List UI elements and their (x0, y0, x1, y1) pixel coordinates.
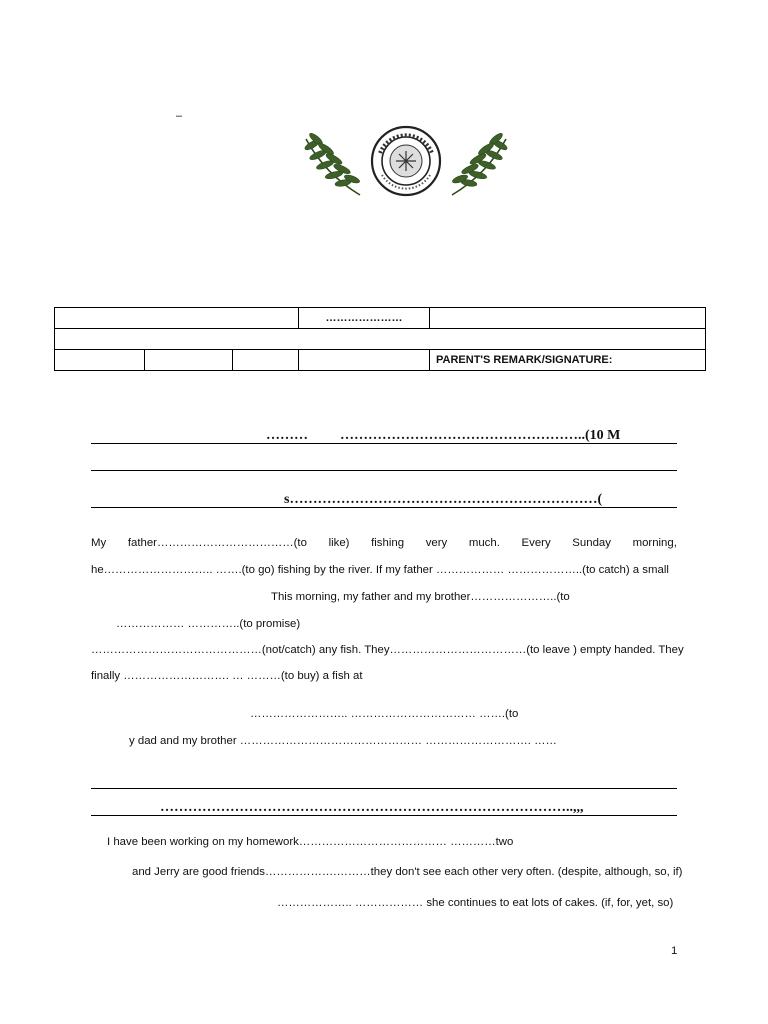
word: morning, (632, 537, 677, 549)
page-number: 1 (671, 945, 678, 957)
exercise-b-line-2: and Jerry are good friends……………….………they don't see each other very often. (despite, although, so, if) (132, 866, 683, 878)
section-a-title-left: ……… (266, 428, 308, 443)
info-cell-d[interactable] (299, 350, 430, 371)
word: fishing (371, 537, 405, 549)
word: Sunday (572, 537, 611, 549)
paragraph-line-7: …………………….. …………………………… …….(to (250, 708, 519, 720)
paragraph-line-6: finally ………………………. … ………(to buy) a fish at (91, 670, 363, 682)
paragraph-line-1 (91, 537, 677, 549)
word: very (425, 537, 448, 549)
info-row-3 (55, 350, 706, 371)
section-a-title-right: ……………………………………………..(10 M (340, 428, 621, 443)
info-cell-c[interactable] (233, 350, 299, 371)
section-b-title: ……………………………………………………………………………..,,, (160, 800, 584, 815)
header-dash: – (176, 110, 183, 122)
section-a-divider (91, 470, 677, 471)
info-cell-empty[interactable] (430, 308, 706, 329)
section-b-title-underline (91, 815, 677, 816)
school-emblem-logo (300, 125, 512, 203)
paragraph-line-8: y dad and my brother ………………………………………… ………………………. …… (129, 735, 557, 747)
paragraph-line-4: ……………… …………..(to promise) (116, 618, 301, 630)
info-row-2 (55, 329, 706, 350)
info-cell-a[interactable] (55, 350, 145, 371)
paragraph-line-3: This morning, my father and my brother…………………..(to (271, 591, 570, 603)
exercise-b-line-1: I have been working on my homework………………………………… …………two (107, 836, 514, 848)
exercise-b-line-3: ……………….. ……………… she continues to eat lots of cakes. (if, for, yet, so) (277, 897, 674, 909)
word: Every (521, 537, 551, 549)
word: like) (328, 537, 350, 549)
info-cell-dots[interactable]: ………………… (299, 308, 430, 329)
paragraph-line-2: he……………………….. …….(to go) fishing by the river. If my father ……………… ………………..(to catch) a small (91, 564, 669, 576)
parent-remark-signature-label: PARENT'S REMARK/SIGNATURE: (430, 350, 706, 371)
word: My (91, 537, 107, 549)
section-a-title-underline (91, 443, 677, 444)
info-row-1 (55, 308, 706, 329)
word: father………………………………(to (127, 537, 307, 549)
section-b-divider (91, 788, 677, 789)
info-cell-b[interactable] (145, 350, 233, 371)
paragraph-line-5: ………………………………………(not/catch) any fish. They………………………………(to leave ) empty handed. They (91, 644, 684, 656)
student-info-table (54, 307, 706, 371)
info-cell-wide[interactable] (55, 329, 706, 350)
info-cell-name[interactable] (55, 308, 299, 329)
section-a-subtitle: s…………………………………………………………( (284, 492, 603, 507)
section-a-subtitle-underline (91, 507, 677, 508)
word: much. (468, 537, 500, 549)
